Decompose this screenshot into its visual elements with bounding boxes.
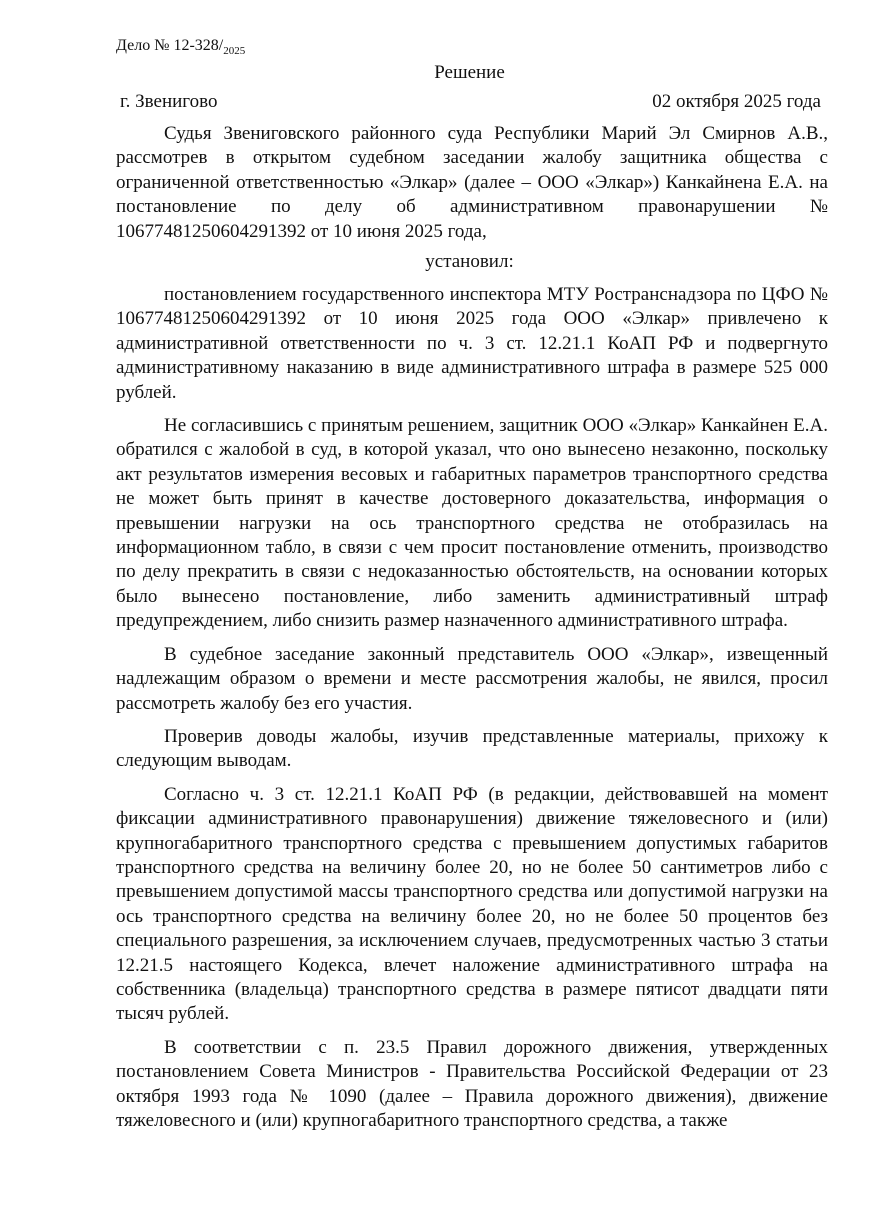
- case-number-text: Дело № 12-328/: [116, 37, 224, 54]
- paragraph-rules: В соответствии с п. 23.5 Правил дорожного движения, утвержденных постановлением Совета Министров - Правительства Российской Федерации от 23 октября 1993 года № 1090 (далее – Правила дорожного движения), движение тяжеловесного и (или) крупногабаритного транспортного средства, а также: [116, 1036, 828, 1131]
- main-text-block: [116, 283, 828, 1133]
- intro-block: [116, 122, 828, 244]
- case-number-year: 2025: [223, 45, 246, 57]
- paragraph-resolution: постановлением государственного инспектора МТУ Ространснадзора по ЦФО № 10677481250604291392 от 10 июня 2025 года ООО «Элкар» привлечено к административной ответственности по ч. 3 ст. 12.21.1 КоАП РФ и подвергнуто административному наказанию в виде административного штрафа в размере 525 000 рублей.: [116, 284, 828, 403]
- paragraph-hearing: В судебное заседание законный представитель ООО «Элкар», извещенный надлежащим образом о времени и месте рассмотрения жалобы, не явился, просил рассмотреть жалобу без его участия.: [116, 643, 828, 714]
- paragraph-complaint: Не согласившись с принятым решением, защитник ООО «Элкар» Канкайнен Е.А. обратился с жалобой в суд, в которой указал, что оно вынесено незаконно, поскольку акт результатов измерения весовых и габаритных параметров транспортного средства не может быть принят в качестве достоверного доказательства, информация о превышении нагрузки на ось транспортного средства не отобразилась на информационном табло, в связи с чем просит постановление отменить, производство по делу прекратить в связи с недоказанностью обстоятельств, на основании которых было вынесено постановление, либо заменить административный штраф предупреждением, либо снизить размер назначенного административного штрафа.: [116, 415, 828, 632]
- document-title: Решение: [434, 62, 505, 83]
- document-place: г. Звенигово: [120, 91, 218, 112]
- intro-paragraph: Судья Звениговского районного суда Республики Марий Эл Смирнов А.В., рассмотрев в открытом судебном заседании жалобу защитника общества с ограниченной ответственностью «Элкар» (далее – ООО «Элкар») Канкайнена Е.А. на постановление по делу об административном правонарушении № 10677481250604291392 от 10 июня 2025 года,: [116, 123, 828, 242]
- case-number: [116, 36, 245, 57]
- paragraph-review: Проверив доводы жалобы, изучив представленные материалы, прихожу к следующим выводам.: [116, 725, 828, 772]
- paragraph-law: Согласно ч. 3 ст. 12.21.1 КоАП РФ (в редакции, действовавшей на момент фиксации административного правонарушения) движение тяжеловесного и (или) крупногабаритного транспортного средства с превышением допустимых габаритов транспортного средства на величину более 20, но не более 50 сантиметров либо с превышением допустимой массы транспортного средства или допустимой нагрузки на ось транспортного средства на величину более 20, но не более 50 процентов без специального разрешения, за исключением случаев, предусмотренных частью 3 статьи 12.21.5 настоящего Кодекса, влечет наложение административного штрафа на собственника (владельца) транспортного средства в размере пятисот двадцати пяти тысяч рублей.: [116, 783, 828, 1025]
- document-date: 02 октября 2025 года: [652, 91, 821, 112]
- section-heading: установил:: [425, 251, 514, 272]
